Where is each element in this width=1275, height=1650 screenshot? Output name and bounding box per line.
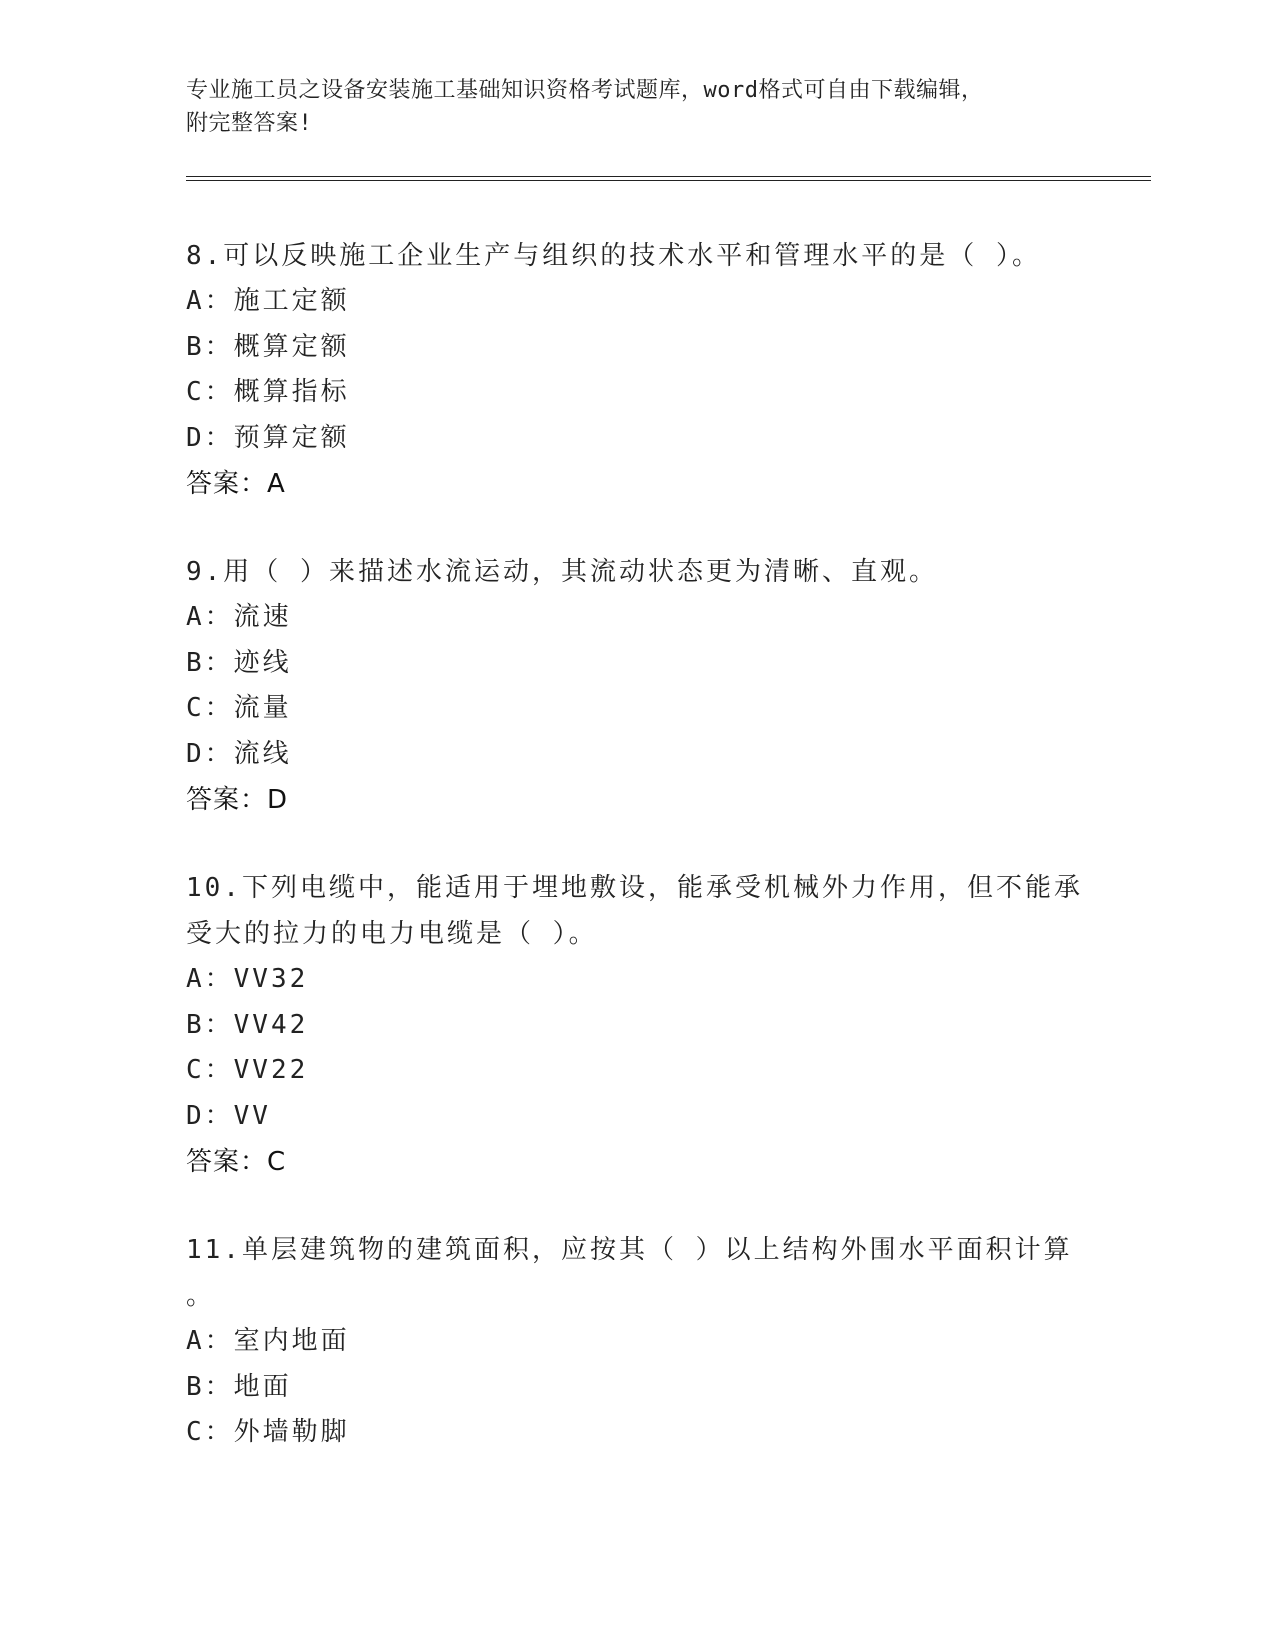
question-stem: 9.用（ ）来描述水流运动，其流动状态更为清晰、直观。: [186, 557, 938, 587]
option-b: B：概算定额: [186, 331, 350, 362]
answer-line: 答案：C: [186, 1147, 287, 1177]
question-item: [186, 549, 1086, 823]
document-header: [186, 74, 1066, 140]
option-c: C：外墙勒脚: [186, 1417, 350, 1447]
option-a: A：施工定额: [186, 286, 350, 316]
header-line-2: 附完整答案!: [186, 111, 313, 136]
option-b: B：VV42: [186, 1009, 309, 1040]
answer-line: 答案：A: [186, 469, 286, 499]
answer-line: 答案：D: [186, 785, 289, 815]
option-d: D：预算定额: [186, 422, 350, 453]
header-divider-bottom: [186, 180, 1151, 181]
question-stem-line-1: 11.单层建筑物的建筑面积，应按其（ ）以上结构外围水平面积计算: [186, 1235, 1073, 1265]
option-c: C：VV22: [186, 1055, 309, 1085]
question-stem-line-1: 10.下列电缆中，能适用于埋地敷设，能承受机械外力作用，但不能承: [186, 873, 1083, 903]
option-a: A：流速: [186, 602, 292, 632]
header-divider-top: [186, 176, 1151, 177]
header-line-1: 专业施工员之设备安装施工基础知识资格考试题库，word格式可自由下载编辑，: [186, 78, 984, 103]
option-c: C：流量: [186, 693, 292, 723]
question-stem: 8.可以反映施工企业生产与组织的技术水平和管理水平的是（ ）。: [186, 241, 1041, 271]
option-c: C：概算指标: [186, 377, 350, 407]
question-item: [186, 233, 1086, 507]
question-list: [186, 233, 1086, 1498]
option-b: B：地面: [186, 1371, 292, 1402]
question-stem-line-2: 受大的拉力的电力电缆是（ ）。: [186, 919, 598, 949]
option-d: D：VV: [186, 1100, 271, 1131]
option-a: A：室内地面: [186, 1326, 350, 1356]
question-stem-line-2: 。: [186, 1281, 216, 1311]
question-item: [186, 1227, 1086, 1456]
option-a: A：VV32: [186, 964, 309, 994]
option-b: B：迹线: [186, 647, 292, 678]
option-d: D：流线: [186, 738, 292, 769]
question-item: [186, 865, 1086, 1185]
